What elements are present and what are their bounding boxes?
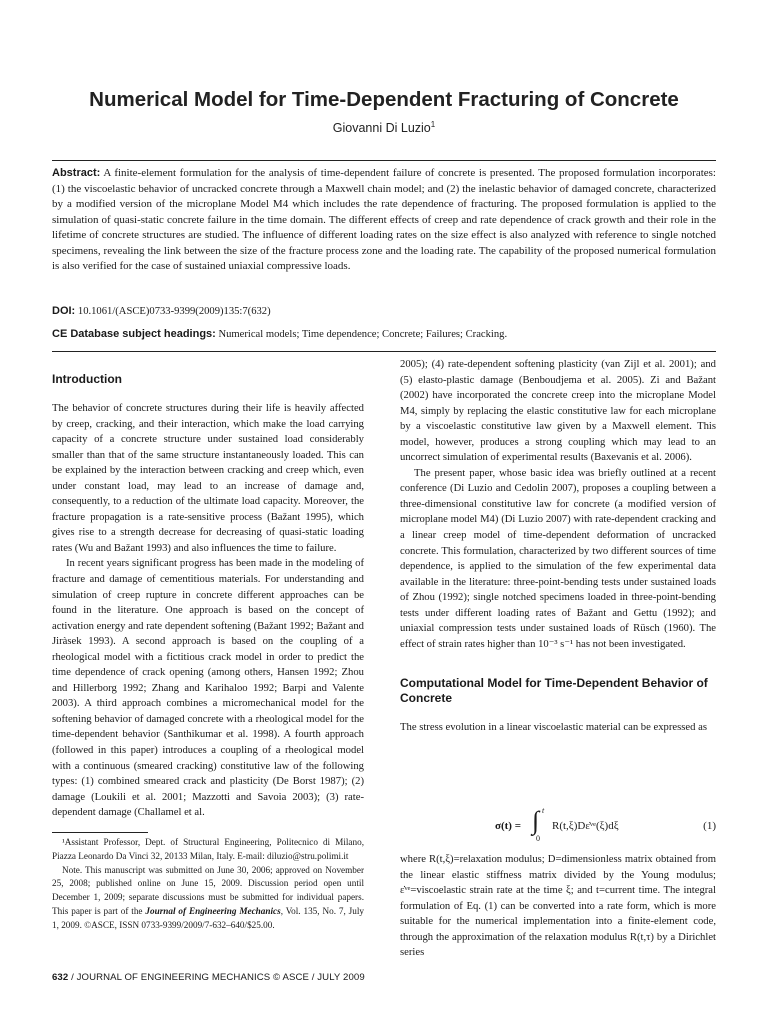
abstract-bottom-rule xyxy=(52,351,716,352)
paragraph: The present paper, whose basic idea was briefly outlined at a recent conference (Di Luzio and Cedolin 2007), proposes a coupling between a three-dimensional constitutive law for concrete (a modified version of microplane model M4) (Di Luzio 2007) with rate-dependent cracking and a linear creep model of time-dependent deformation of uncracked concrete. This formulation, characterized by two different sources of time dependence, is applied to the simulation of the few experimental data available in the literature: three-point-bending tests under sustained loads of Zhou (1992); single notched specimens loaded in three-point-bending tests under different loading rates of Bažant and Gettu (1992); and uniaxial compression tests under sustained loads of Rüsch (1960). The effect of strain rates higher than 10⁻³ s⁻¹ has not been investigated. xyxy=(400,467,716,650)
journal-footer-text: / JOURNAL OF ENGINEERING MECHANICS © ASCE / JULY 2009 xyxy=(68,972,365,983)
integral-lower-limit: 0 xyxy=(536,834,540,843)
equation-body: R(t,ξ)Dε̇ᵛᵉ(ξ)dξ xyxy=(552,820,619,832)
footnotes xyxy=(52,836,364,933)
subject-headings-value: Numerical models; Time dependence; Concrete; Failures; Cracking. xyxy=(218,329,508,340)
equation-lhs: σ(t) = xyxy=(495,820,521,832)
doi-label: DOI: xyxy=(52,305,76,317)
abstract xyxy=(52,166,716,275)
footnote-rule xyxy=(52,832,148,833)
paper-title: Numerical Model for Time-Dependent Fracturing of Concrete xyxy=(89,88,679,111)
author-name: Giovanni Di Luzio xyxy=(332,121,431,136)
integral-upper-limit: t xyxy=(542,806,545,815)
abstract-text: A finite-element formulation for the analysis of time-dependent failure of concrete is presented. The proposed formulation incorporates: (1) the viscoelastic behavior of uncracked concrete through a Maxwell chain model; and (2) the inelastic behavior of damaged concrete, characterized by a modified version of the microplane Model M4 which includes the rate dependence of fracturing. The proposed formulation is applied to the simulation of quasi-static concrete failure in the time domain. The different effects of creep and rate dependence of crack growth and their role in the lifetime of concrete structures are studied. The influence of different loading rates on the size effect is also analyzed with reference to single notched specimens, revealing the link between the size of the fracture process zone and the loading rate. The capability of the proposed numerical formulation is also verified for the case of sustained uniaxial compressive loads. xyxy=(52,167,716,272)
top-rule xyxy=(52,160,716,161)
paragraph: In recent years significant progress has been made in the modeling of fracture and damage of cementitious materials. For understanding and simulation of creep rupture in concrete different approaches can be found in the literature. One approach is based on the concept of activation energy and rate dependent softening (Bažant 1992; Bažant and Jiràsek 1993). A second approach is based on the coupling of a rheological model with a fictitious crack model in order to predict the time dependence of crack opening (among others, Hansen 1992; Zhou and Hillerborg 1992; Zhang and Karihaloo 1992; Barpi and Valente 2003). A third approach combines a micromechanical model for the softening behavior of damaged concrete with a rheological model for the time-dependent behavior (Santhikumar et al. 1998). A fourth approach (followed in this paper) introduces a coupling of a rheological model with a continuous (smeared cracking) constitutive law of the following types: (1) combined smeared crack and plasticity (De Borst 1987); (2) damage (Loukili et al. 2001; Mazzotti and Savoia 2003); (3) rate-dependent damage (Challamel et al. xyxy=(52,558,364,819)
section-heading-computational-model: Computational Model for Time-Dependent Behavior of Concrete xyxy=(400,676,708,706)
equation-number: (1) xyxy=(703,820,716,832)
page-footer xyxy=(52,972,365,983)
journal-name: Journal of Engineering Mechanics xyxy=(145,905,281,916)
author-footnote-mark: 1 xyxy=(430,120,436,129)
right-column-continued xyxy=(400,852,716,961)
subject-headings xyxy=(52,328,716,340)
integral-sign: ∫ xyxy=(532,806,540,835)
paragraph: where R(t,ξ)=relaxation modulus; D=dimensionless matrix obtained from the linear elastic stiffness matrix divided by the Young modulus; ε̇ᵛᵉ=viscoelastic strain rate at the time ξ; and t=current time. The integral formulation of Eq. (1) can be converted into a rate form, which is more suitable for the numerical implementation into a finite-element code, through the approximation of the relaxation modulus R(t,τ) by a Dirichlet series xyxy=(400,854,716,959)
left-column xyxy=(52,372,364,821)
paragraph: The behavior of concrete structures during their life is heavily affected by creep, cracking, and their interaction, which make the load carrying capacity of a concrete structure under sustained load considerably smaller than that of the same structure instantaneously loaded. This can be explained by the interaction between cracking and creep which, even under constant load, may lead to an increase of damage and, consequently, to a reduction of the ultimate load capacity. Moreover, the fracture propagation is a rate-sensitive process (Bažant 1995), which gives rise to a strength decrease for decreasing of quasi-static loading rates (Wu and Bažant 1993) and also influences the time to failure. xyxy=(52,403,364,554)
section-heading-introduction: Introduction xyxy=(52,372,122,386)
footnote-note: Note. This manuscript was submitted on June 30, 2006; approved on November 25, 2008; published online on June 15, 2009. Discussion period open until December 1, 2009; separate discussions must be submitted for individual papers. This paper is part of the Journal of Engineering Mechanics, Vol. 135, No. 7, July 1, 2009. ©ASCE, ISSN 0733-9399/2009/7-632–640/$25.00. xyxy=(52,864,364,930)
doi-value: 10.1061/(ASCE)0733-9399(2009)135:7(632) xyxy=(77,306,271,317)
doi-line xyxy=(52,305,716,317)
author-line xyxy=(0,120,768,135)
equation-1 xyxy=(400,806,716,846)
paragraph: 2005); (4) rate-dependent softening plasticity (van Zijl et al. 2001); and (5) elasto-plastic damage (Benboudjema et al. 2005). Zi and Bažant (2002) have incorporated the concrete creep into the microplane Model M4, simply by replacing the elastic constitutive law for each microplane by a viscoelastic constitutive law given by a Maxwell element. This model, however, produces a strong coupling which may lead to an uncorrect simulation of experimental results (Baxevanis et al. 2006). xyxy=(400,359,716,464)
page-number: 632 xyxy=(52,972,69,983)
subject-headings-label: CE Database subject headings: xyxy=(52,328,216,340)
footnote-affiliation: ¹Assistant Professor, Dept. of Structural Engineering, Politecnico di Milano, Piazza Leonardo Da Vinci 32, 20133 Milan, Italy. E-mail: diluzio@stru.polimi.it xyxy=(52,837,364,861)
abstract-label: Abstract: xyxy=(52,167,101,179)
right-column xyxy=(400,357,716,736)
paragraph: The stress evolution in a linear viscoelastic material can be expressed as xyxy=(400,722,707,734)
